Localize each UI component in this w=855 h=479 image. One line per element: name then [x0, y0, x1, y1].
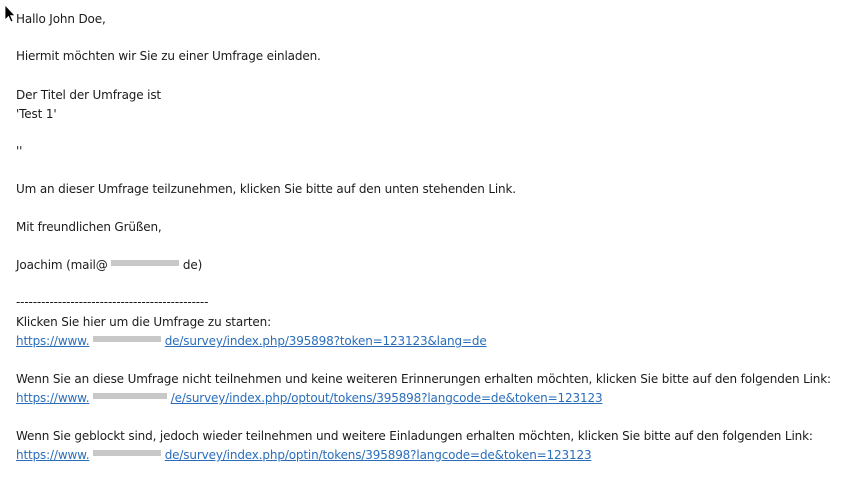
divider: ---------------------------------------------- — [16, 295, 209, 309]
redacted-domain — [93, 393, 167, 399]
optout-link[interactable] — [16, 390, 602, 406]
optin-link[interactable] — [16, 447, 591, 463]
redacted-domain — [93, 450, 161, 456]
start-label: Klicken Sie hier um die Umfrage zu starten: — [16, 315, 271, 329]
optin-label: Wenn Sie geblockt sind, jedoch wieder teilnehmen und weitere Einladungen erhalten möchten, klicken Sie bitte auf den folgenden Link: — [16, 429, 813, 443]
sender-prefix: Joachim (mail@ — [16, 258, 108, 272]
regards-text: Mit freundlichen Grüßen, — [16, 220, 162, 234]
sender-suffix: de) — [182, 258, 203, 272]
optin-link-suffix[interactable]: de/survey/index.php/optin/tokens/395898?langcode=de&token=123123 — [164, 448, 592, 462]
optout-link-suffix[interactable]: /e/survey/index.php/optout/tokens/395898?langcode=de&token=123123 — [170, 391, 603, 405]
survey-title: 'Test 1' — [16, 107, 57, 121]
optout-link-prefix[interactable]: https://www. — [16, 391, 90, 405]
quotes-text: '' — [16, 144, 23, 158]
start-link-suffix[interactable]: de/survey/index.php/395898?token=123123&lang=de — [164, 334, 487, 348]
greeting: Hallo John Doe, — [16, 12, 106, 26]
optin-link-prefix[interactable]: https://www. — [16, 448, 90, 462]
start-link-prefix[interactable]: https://www. — [16, 334, 90, 348]
survey-title-intro: Der Titel der Umfrage ist — [16, 88, 161, 102]
redacted-domain — [111, 260, 179, 266]
optout-label: Wenn Sie an diese Umfrage nicht teilnehmen und keine weiteren Erinnerungen erhalten möchten, klicken Sie bitte auf den folgenden Link: — [16, 372, 831, 386]
sender-line — [16, 257, 202, 273]
invitation-text: Hiermit möchten wir Sie zu einer Umfrage einladen. — [16, 49, 321, 63]
redacted-domain — [93, 336, 161, 342]
mouse-pointer-icon — [4, 4, 16, 24]
instruction-text: Um an dieser Umfrage teilzunehmen, klicken Sie bitte auf den unten stehenden Link. — [16, 182, 516, 196]
start-survey-link[interactable] — [16, 333, 487, 349]
